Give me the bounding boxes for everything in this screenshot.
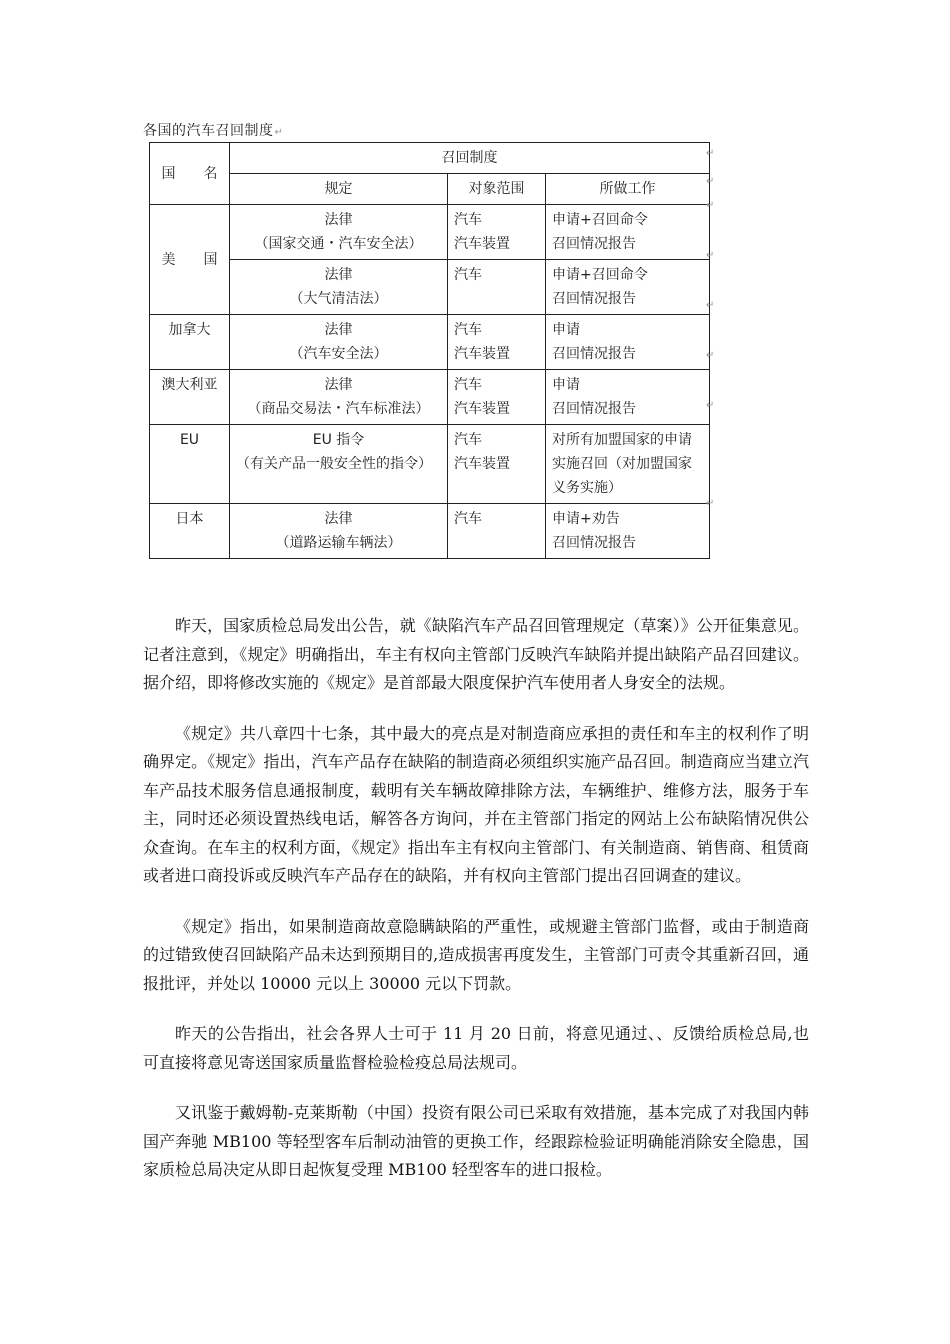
work-item: 实施召回（对加盟国家义务实施） bbox=[552, 456, 692, 496]
scope-item: 汽车 bbox=[454, 432, 482, 448]
header-rule bbox=[230, 174, 448, 205]
rule-cell bbox=[230, 205, 448, 260]
work-cell bbox=[546, 504, 710, 559]
country-text: 澳大利亚 bbox=[161, 377, 218, 393]
country-text: 日本 bbox=[175, 511, 204, 527]
country-text: EU bbox=[179, 432, 200, 448]
scope-cell bbox=[448, 260, 546, 315]
rule-law: （道路运输车辆法） bbox=[275, 535, 402, 551]
rule-cell bbox=[230, 260, 448, 315]
work-item: 申请 bbox=[552, 377, 580, 393]
rule-law: （汽车安全法） bbox=[289, 346, 388, 362]
table-header-row-1 bbox=[150, 143, 710, 174]
country-cell bbox=[150, 205, 230, 315]
scope-item: 汽车 bbox=[454, 322, 482, 338]
header-country bbox=[150, 143, 230, 205]
table-caption-text: 各国的汽车召回制度 bbox=[143, 123, 274, 139]
rule-cell bbox=[230, 370, 448, 425]
paragraph-mark-icon: ↵ bbox=[706, 400, 715, 411]
scope-item: 汽车 bbox=[454, 511, 482, 527]
scope-cell bbox=[448, 370, 546, 425]
country-cell bbox=[150, 370, 230, 425]
table-row bbox=[150, 205, 710, 260]
scope-item: 汽车装置 bbox=[454, 236, 510, 252]
header-recall-system bbox=[230, 143, 710, 174]
header-rule-text: 规定 bbox=[324, 181, 353, 197]
rule-type: 法律 bbox=[324, 267, 353, 283]
table-row bbox=[150, 315, 710, 370]
header-recall-system-text: 召回制度 bbox=[441, 150, 498, 166]
work-item: 对所有加盟国家的申请 bbox=[552, 432, 692, 448]
article-paragraph: 《规定》指出，如果制造商故意隐瞒缺陷的严重性，或规避主管部门监督，或由于制造商的过错致使召回缺陷产品未达到预期目的,造成损害再度发生，主管部门可责令其重新召回，通报批评，并处以 10000 元以上 30000 元以下罚款。 bbox=[143, 916, 809, 993]
scope-item: 汽车装置 bbox=[454, 346, 510, 362]
scope-cell bbox=[448, 425, 546, 504]
paragraph-mark-icon: ↵ bbox=[706, 148, 715, 159]
header-work bbox=[546, 174, 710, 205]
recall-table-figure bbox=[143, 118, 735, 551]
scope-item: 汽车 bbox=[454, 267, 482, 283]
work-item: 申请 bbox=[552, 322, 580, 338]
work-item: 召回情况报告 bbox=[552, 535, 636, 551]
scope-item: 汽车装置 bbox=[454, 456, 510, 472]
work-cell bbox=[546, 315, 710, 370]
country-cell bbox=[150, 315, 230, 370]
rule-cell bbox=[230, 504, 448, 559]
table-row bbox=[150, 425, 710, 504]
header-country-text: 国 名 bbox=[161, 165, 218, 182]
paragraph-mark-icon: ↵ bbox=[706, 176, 715, 187]
country-text: 加拿大 bbox=[168, 322, 211, 338]
work-item: 召回情况报告 bbox=[552, 346, 636, 362]
table-row bbox=[150, 504, 710, 559]
article-paragraph: 《规定》共八章四十七条，其中最大的亮点是对制造商应承担的责任和车主的权利作了明确界定。《规定》指出，汽车产品存在缺陷的制造商必须组织实施产品召回。制造商应当建立汽车产品技术服务信息通报制度，载明有关车辆故障排除方法，车辆维护、维修方法，服务于车主，同时还必须设置热线电话，解答各方询问，并在主管部门指定的网站上公布缺陷情况供公众查询。在车主的权利方面，《规定》指出车主有权向主管部门、有关制造商、销售商、租赁商或者进口商投诉或反映汽车产品存在的缺陷，并有权向主管部门提出召回调查的建议。 bbox=[143, 723, 809, 885]
scope-item: 汽车装置 bbox=[454, 401, 510, 417]
rule-law: （国家交通・汽车安全法） bbox=[254, 236, 423, 252]
rule-law: （有关产品一般安全性的指令） bbox=[236, 456, 432, 472]
article-paragraph: 又讯鉴于戴姆勒-克莱斯勒（中国）投资有限公司已采取有效措施，基本完成了对我国内韩国产奔驰 MB100 等轻型客车后制动油管的更换工作，经跟踪检验证明确能消除安全隐患，国家质检总局决定从即日起恢复受理 MB100 轻型客车的进口报检。 bbox=[143, 1103, 809, 1179]
work-item: 申请+劝告 bbox=[552, 511, 620, 527]
article-body bbox=[143, 612, 809, 1207]
header-scope-text: 对象范围 bbox=[468, 181, 525, 197]
scope-item: 汽车 bbox=[454, 212, 482, 228]
paragraph-mark-icon: ↵ bbox=[274, 127, 284, 138]
rule-type: 法律 bbox=[324, 322, 353, 338]
scope-cell bbox=[448, 205, 546, 260]
table-header-row-2 bbox=[150, 174, 710, 205]
work-cell bbox=[546, 260, 710, 315]
table-caption bbox=[143, 120, 283, 140]
table-row bbox=[150, 260, 710, 315]
work-item: 召回情况报告 bbox=[552, 401, 636, 417]
work-item: 召回情况报告 bbox=[552, 236, 636, 252]
article-paragraph: 昨天的公告指出，社会各界人士可于 11 月 20 日前，将意见通过、、反馈给质检总局,也可直接将意见寄送国家质量监督检验检疫总局法规司。 bbox=[143, 1024, 809, 1072]
paragraph-mark-icon: ↵ bbox=[706, 350, 715, 361]
scope-cell bbox=[448, 504, 546, 559]
rule-cell bbox=[230, 425, 448, 504]
rule-type: 法律 bbox=[324, 377, 353, 393]
paragraph-mark-icon: ↵ bbox=[706, 300, 715, 311]
article-paragraph: 昨天，国家质检总局发出公告，就《缺陷汽车产品召回管理规定（草案）》公开征集意见。记者注意到，《规定》明确指出，车主有权向主管部门反映汽车缺陷并提出缺陷产品召回建议。据介绍，即将修改实施的《规定》是首部最大限度保护汽车使用者人身安全的法规。 bbox=[143, 616, 809, 692]
work-item: 申请+召回命令 bbox=[552, 267, 648, 283]
recall-systems-table bbox=[149, 142, 710, 559]
paragraph-mark-icon: ↵ bbox=[706, 200, 715, 211]
header-work-text: 所做工作 bbox=[599, 181, 656, 197]
work-item: 申请+召回命令 bbox=[552, 212, 648, 228]
work-cell bbox=[546, 425, 710, 504]
scope-item: 汽车 bbox=[454, 377, 482, 393]
paragraph-mark-icon: ↵ bbox=[706, 250, 715, 261]
work-cell bbox=[546, 370, 710, 425]
country-cell bbox=[150, 504, 230, 559]
rule-cell bbox=[230, 315, 448, 370]
rule-type: 法律 bbox=[324, 511, 353, 527]
paragraph-mark-icon: ↵ bbox=[706, 498, 715, 509]
work-item: 召回情况报告 bbox=[552, 291, 636, 307]
scope-cell bbox=[448, 315, 546, 370]
rule-type: EU 指令 bbox=[312, 432, 365, 448]
rule-law: （商品交易法・汽车标准法） bbox=[247, 401, 430, 417]
table-row bbox=[150, 370, 710, 425]
country-text: 美 国 bbox=[161, 251, 218, 268]
header-scope bbox=[448, 174, 546, 205]
work-cell bbox=[546, 205, 710, 260]
rule-law: （大气清洁法） bbox=[289, 291, 388, 307]
rule-type: 法律 bbox=[324, 212, 353, 228]
country-cell bbox=[150, 425, 230, 504]
